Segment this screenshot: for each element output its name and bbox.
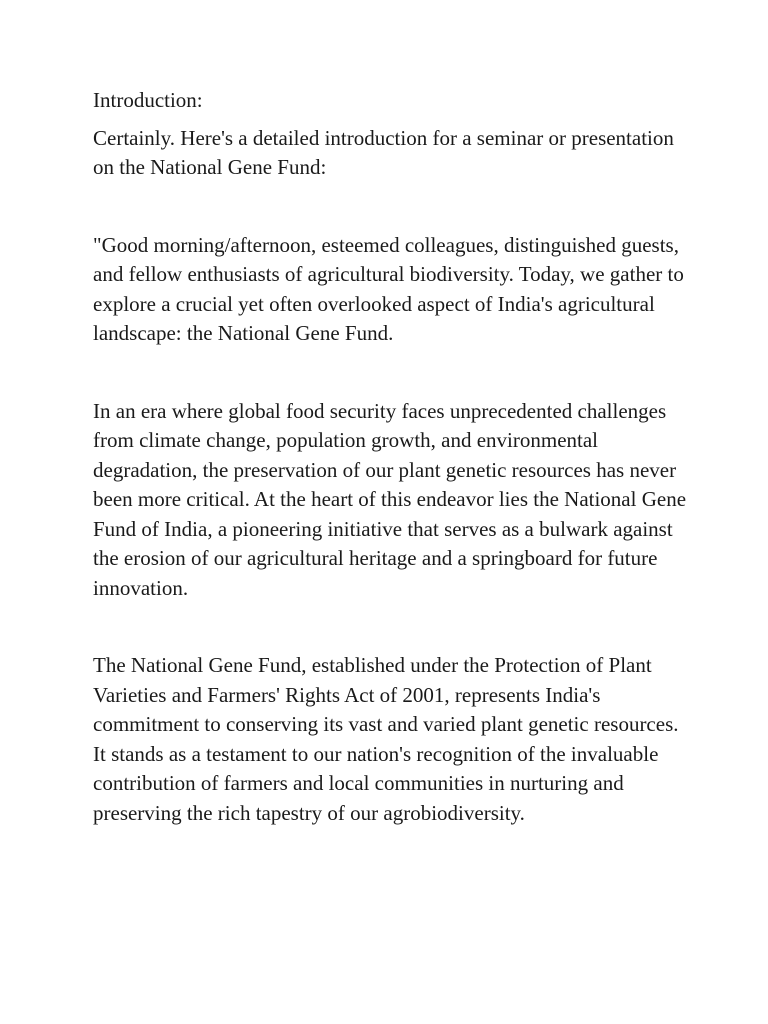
document-heading: Introduction: <box>93 88 203 112</box>
paragraph-greeting: "Good morning/afternoon, esteemed colleagues, distinguished guests, and fellow enthusiasts of agricultural biodiversity. Today, we gather to explore a crucial yet often overlooked aspect of India's agricultural landscape: the National Gene Fund. <box>93 232 684 345</box>
paragraph-context: In an era where global food security faces unprecedented challenges from climate change, population growth, and environmental degradation, the preservation of our plant genetic resources has never been more critical. At the heart of this endeavor lies the National Gene Fund of India, a pioneering initiative that serves as a bulwark against the erosion of our agricultural heritage and a springboard for future innovation. <box>93 398 687 600</box>
paragraph-fund-description: The National Gene Fund, established under the Protection of Plant Varieties and Farmers' Rights Act of 2001, represents India's commitment to conserving its vast and varied plant genetic resources. It stands as a testament to our nation's recognition of the invaluable contribution of farmers and local communities in nurturing and preserving the rich tapestry of our agrobiodiversity. <box>93 653 679 825</box>
paragraph-intro: Certainly. Here's a detailed introduction for a seminar or presentation on the National Gene Fund: <box>93 125 674 179</box>
document-page <box>93 86 693 828</box>
